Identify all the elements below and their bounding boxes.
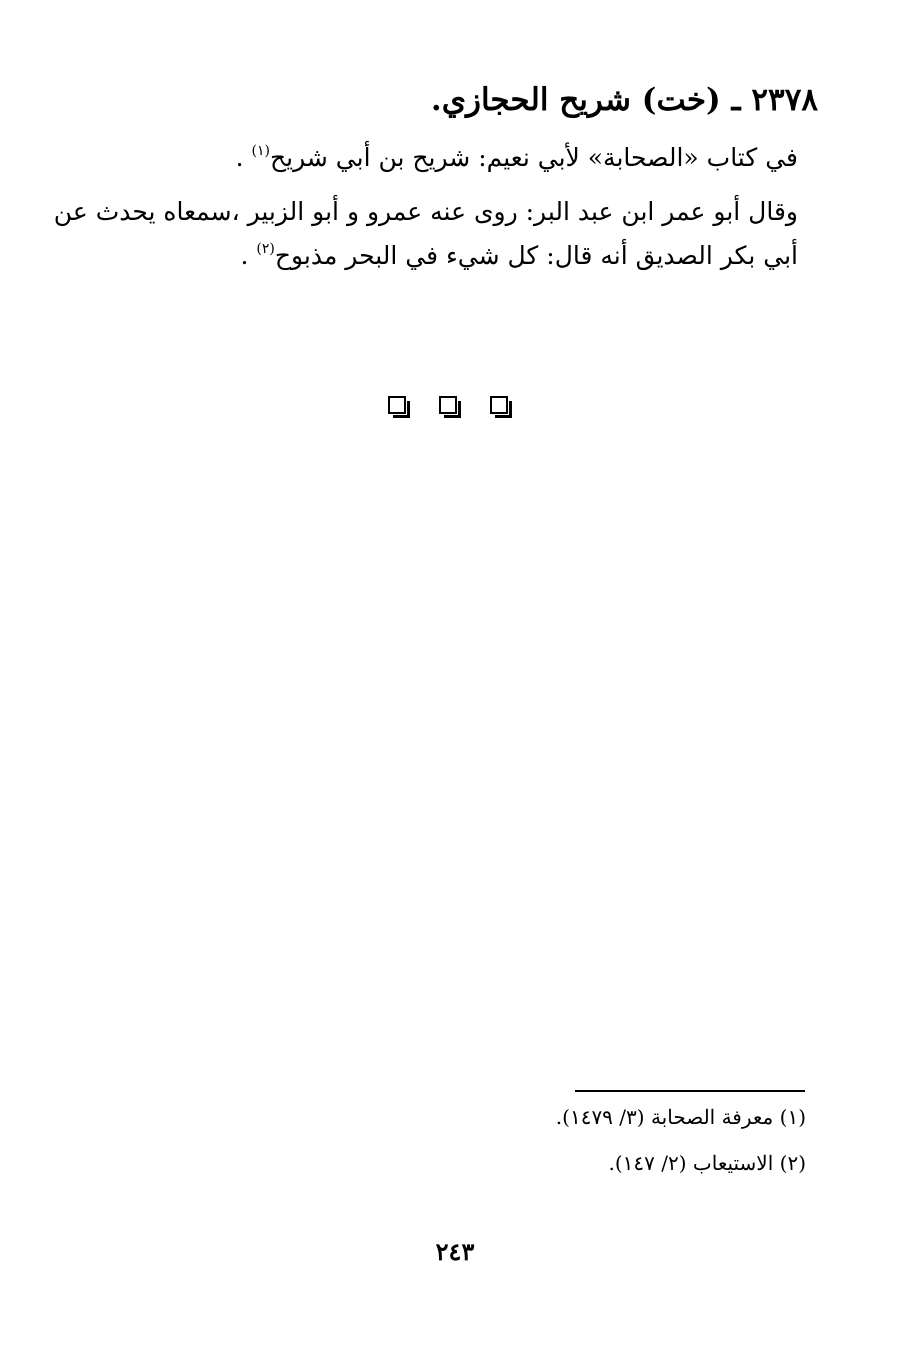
entry-heading: ٢٣٧٨ ـ (خت) شريح الحجازي. bbox=[430, 82, 818, 118]
paragraph-2-line-2 bbox=[98, 234, 798, 278]
footnote-1 bbox=[406, 1102, 806, 1132]
footnote-2 bbox=[406, 1148, 806, 1178]
footnote-ref-1[interactable]: (١) bbox=[251, 142, 270, 159]
paragraph-2-line-1: وقال أبو عمر ابن عبد البر: روى عنه عمرو و أبو الزبير ،سمعاه يحدث عن bbox=[53, 197, 798, 226]
paragraph-2-line-2-text: أبي بكر الصديق أنه قال: كل شيء في البحر مذبوح bbox=[274, 241, 798, 270]
paragraph-1-text: في كتاب «الصحابة» لأبي نعيم: شريح بن أبي شريح bbox=[270, 143, 798, 172]
footnote-1-text: معرفة الصحابة (٣/ ١٤٧٩). bbox=[555, 1105, 774, 1129]
page-number: ٢٤٣ bbox=[435, 1237, 475, 1266]
ornament-box-icon bbox=[439, 396, 457, 414]
paragraph-2 bbox=[53, 190, 798, 278]
paragraph-1-end: . bbox=[235, 143, 252, 172]
ornament-box-icon bbox=[490, 396, 508, 414]
paragraph-2-end: . bbox=[240, 241, 257, 270]
footnote-ref-2[interactable]: (٢) bbox=[256, 240, 275, 257]
section-divider-ornament bbox=[388, 396, 508, 422]
ornament-box-icon bbox=[388, 396, 406, 414]
footnote-2-number: (٢) bbox=[779, 1151, 806, 1175]
paragraph-1 bbox=[98, 136, 798, 180]
footnote-separator-rule bbox=[575, 1090, 805, 1092]
footnote-2-text: الاستيعاب (٢/ ١٤٧). bbox=[608, 1151, 774, 1175]
footnote-1-number: (١) bbox=[779, 1105, 806, 1129]
